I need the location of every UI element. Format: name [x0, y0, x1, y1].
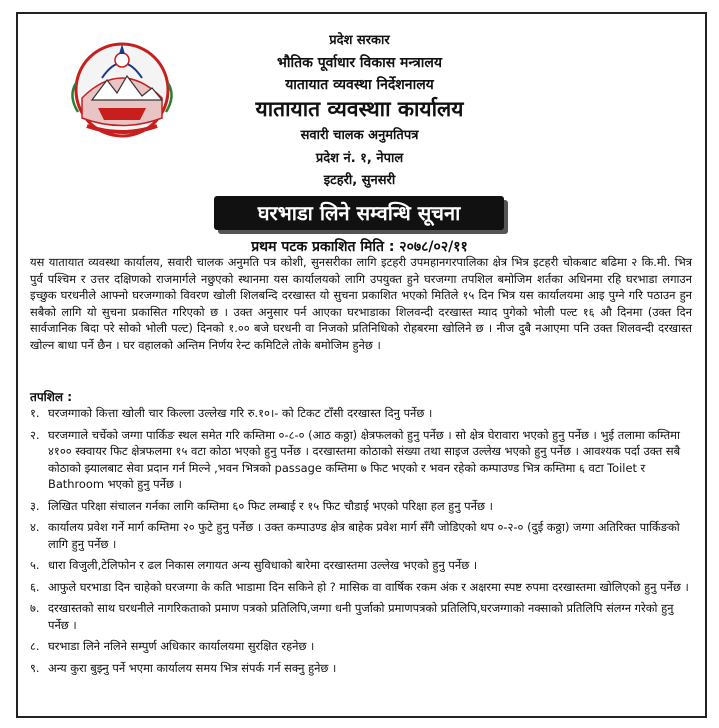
item-text: घरजग्गाले चर्चेको जग्गा पार्किङ स्थल समेत गरि कम्तिमा ०-८-० (आठ कठ्ठा) क्षेत्रफलको हुनु पर्नेछ । सो क्षेत्र घेरावारा भएको हुनु पर्नेछ । भुई तलामा कम्तिमा ४१०० स्क्वायर फिट क्षेत्रफलमा १५ वटा कोठा भएको हुनु पर्नेछ । दरखास्तमा कोठाको संख्या तथा साइज उल्लेख भएको हुनु पर्नेछ । आवश्यक पर्दा उक्त सबै कोठाको झ्यालबाट सेवा प्रदान गर्न मिल्ने ,भवन भित्रको passage कम्तिमा ७ फिट भएको र भवन रहेको कम्पाउण्ड भित्र कम्तिमा ६ वटा Toilet र Bathroom भएको हुनु पर्नेछ । [48, 427, 681, 491]
item-text: लिखित परिक्षा संचालन गर्नका लागि कम्तिमा ६० फिट लम्बाई र १५ फिट चौडाई भएको परिक्षा हल हुनु पर्नेछ । [48, 498, 493, 513]
item-number: १. [30, 406, 40, 420]
item-text: घरजग्गाको कित्ता खोली चार किल्ला उल्लेख गरि रु.१०।- को टिकट टाँसी दरखास्त दिनु पर्नेछ । [48, 406, 433, 420]
item-number: ४. [30, 520, 40, 534]
item-text: कार्यालय प्रवेश गर्ने मार्ग कम्तिमा २० फुटे हुनु पर्नेछ । उक्त कम्पाउण्ड क्षेत्र बाहेक प्रवेश मार्ग सँगै जोडिएको थप ०-२-० (दुई कठ्ठा) जग्गा अतिरिक्त पार्किङको लागि हुनु पर्नेछ । [48, 520, 680, 551]
item-text: घरभाडा लिने नलिने सम्पुर्ण अधिकार कार्यालयमा सुरक्षित रहनेछ । [48, 639, 315, 653]
header-subtitle: सवारी चालक अनुमतिपत्र [300, 128, 419, 143]
item-text: अन्य कुरा बुझ्नु पर्ने भएमा कार्यालय समय भित्र संपर्क गर्न सक्नु हुनेछ । [48, 660, 337, 675]
header-directorate: यातायात व्यवस्था निर्देशनालय [285, 77, 434, 93]
list-heading: तपशिल : [30, 390, 73, 404]
item-text: दरखास्तको साथ घरधनीले नागरिकताको प्रमाण पत्रको प्रतिलिपि,जग्गा धनी पुर्जाको प्रमाणपत्रको प्रतिलिपि,घरजग्गाको नक्साको प्रतिलिपि संलग्न गरेको हुनु पर्नेछ । [48, 601, 674, 632]
header-location: इटहरी, सुनसरी [323, 173, 396, 188]
header-government: प्रदेश सरकार [329, 33, 390, 48]
conditions-list [30, 405, 690, 681]
header-office: यातायात व्यवस्थाा कार्यालय [255, 97, 464, 121]
list-item [30, 498, 690, 515]
list-item [30, 660, 690, 677]
header-ministry: भौतिक पूर्वाधार विकास मन्त्रालय [277, 55, 442, 71]
list-item [30, 579, 690, 596]
item-number: ५. [30, 558, 40, 572]
item-text: धारा विजुली,टेलिफोन र ढल निकास लगायत अन्य सुविधाको बारेमा दरखास्तमा उल्लेख भएको हुनु पर्नेछ । [48, 558, 478, 572]
notice-body: यस यातायात व्यवस्था कार्यालय, सवारी चालक अनुमति पत्र कोशी, सुनसरीका लागि इटहरी उपमहानगरपालिका क्षेत्र भित्र इटहरी चोकबाट बढिमा २ कि.मी. भित्र पुर्व पश्चिम र उत्तर दक्षिणको राजमार्गले नछुएको स्थानमा यस कार्यालयको लागि उपयुक्त हुने घरजग्गा तपशिल बमोजिम शर्तका अधिनमा रहि घरभाडा लगाउन इच्छुक घरधनीले आफ्नो घरजग्गाको विवरण खोली शिलबन्दि दरखास्त यो सुचना प्रकाशित भएको मितिले १५ दिन भित्र यस कार्यालयमा आइ पुग्ने गरि पठाउन हुन सबैको लागि यो सुचना प्रकासित गरिएको छ । उक्त अनुसार पर्न आएका घरभाडाका शिलवन्दी दरखास्त म्याद पुगेको भोली पल्ट १६ औ दिनमा (उक्त दिन सार्वजानिक बिदा परे सोको भोली पल्ट) दिनको १.०० बजे घरधनी वा निजको प्रतिनिधिको रोहबरमा खोलिने छ । नीज दुबै नआएमा पनि उक्त शिलवन्दी दरखास्त खोल्न बाधा पर्ने छैन । घर वहालको अन्तिम निर्णय रेन्ट कमिटिले तोके बमोजिम हुनेछ । [30, 255, 692, 352]
item-number: ७. [30, 601, 40, 615]
list-item [30, 519, 690, 552]
notice-title: घरभाडा लिने सम्वन्धि सूचना [214, 196, 504, 230]
item-number: ३. [30, 498, 40, 513]
publication-date: प्रथम पटक प्रकाशित मिति : २०७८/०२/११ [251, 239, 468, 255]
list-item [30, 600, 690, 633]
header-province: प्रदेश नं. १, नेपाल [315, 151, 404, 166]
list-item [30, 557, 690, 574]
item-number: ८. [30, 639, 40, 653]
item-number: ९. [30, 660, 40, 675]
item-number: २. [30, 427, 40, 442]
item-number: ६. [30, 579, 40, 594]
list-item [30, 638, 690, 655]
list-item [30, 405, 690, 422]
item-text: आफुले घरभाडा दिन चाहेको घरजग्गा के कति भाडामा दिन सकिने हो ? मासिक वा वार्षिक रकम अंक र अक्षरमा स्पष्ट रुपमा दरखास्तमा खोलिएको हुनु पर्नेछ । [48, 579, 689, 594]
list-item [30, 427, 690, 493]
